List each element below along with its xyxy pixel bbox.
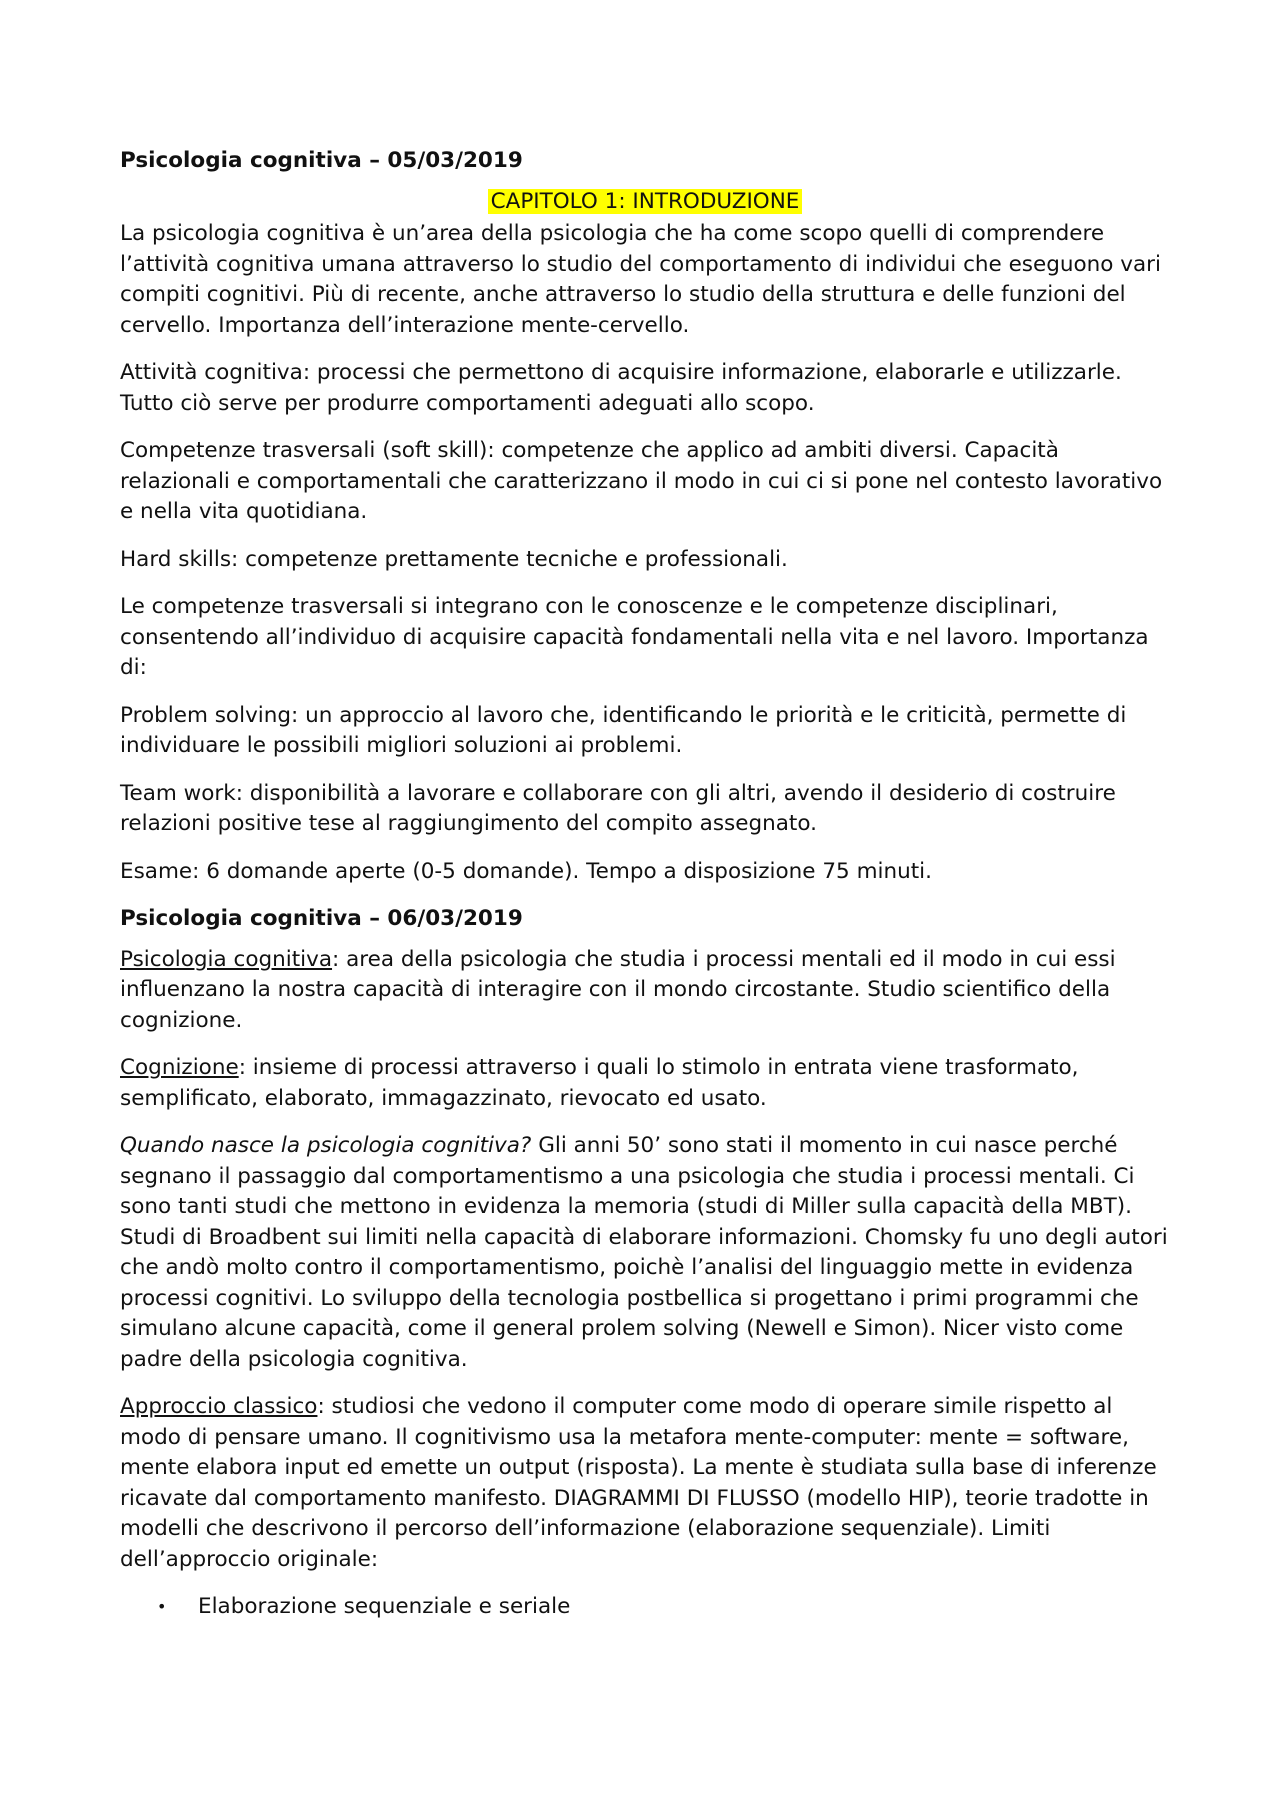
list-item [120,1592,1170,1623]
paragraph-problem-solving: Problem solving: un approccio al lavoro che, identificando le priorità e le criticità, permette di individuare le possibili migliori soluzioni ai problemi. [120,702,1127,758]
paragraph-def-cognizione [120,1053,1170,1114]
quando-nasce-text: Gli anni 50’ sono stati il momento in cui nasce perché segnano il passaggio dal comportamentismo a una psicologia che studia i processi mentali. Ci sono tanti studi che mettono in evidenza la memoria (studi di Miller sulla capacità della MBT). Studi di Broadbent sui limiti nella capacità di elaborare informazioni. Chomsky fu uno degli autori che andò molto contro il comportamentismo, poichè l’analisi del linguaggio mette in evidenza processi cognitivi. Lo sviluppo della tecnologia postbellica si progettano i primi programmi che simulano alcune capacità, come il general prolem solving (Newell e Simon). Nicer visto come padre della psicologia cognitiva. [120,1133,1168,1372]
paragraph-integrazione: Le competenze trasversali si integrano con le conoscenze e le competenze disciplinari, consentendo all’individuo di acquisire capacità fondamentali nella vita e nel lavoro. Importanza di: [120,594,1149,680]
list-item-text: Elaborazione sequenziale e seriale [198,1594,571,1619]
paragraph-attivita: Attività cognitiva: processi che permettono di acquisire informazione, elaborarle e utilizzarle. Tutto ciò serve per produrre comportamenti adeguati allo scopo. [120,360,1122,416]
document-page [120,146,1170,1623]
def-cognizione-text: : insieme di processi attraverso i quali lo stimolo in entrata viene trasformato, semplificato, elaborato, immagazzinato, rievocato ed usato. [120,1055,1079,1111]
chapter-title [120,187,1170,218]
paragraph-def-psicologia [120,945,1170,1037]
question-quando-nasce: Quando nasce la psicologia cognitiva? [120,1133,532,1158]
def-psicologia-text: : area della psicologia che studia i processi mentali ed il modo in cui essi influenzano la nostra capacità di interagire con il mondo circostante. Studio scientifico della cognizione. [120,946,1116,1033]
bullet-icon: • [157,1597,167,1616]
limits-list [120,1592,1170,1623]
paragraph-quando-nasce [120,1131,1170,1375]
section-heading-2: Psicologia cognitiva – 06/03/2019 [120,906,523,931]
paragraph-hard-skills: Hard skills: competenze prettamente tecniche e professionali. [120,546,788,572]
paragraph-intro: La psicologia cognitiva è un’area della psicologia che ha come scopo quelli di comprendere l’attività cognitiva umana attraverso lo studio del comportamento di individui che eseguono vari compiti cognitivi. Più di recente, anche attraverso lo studio della struttura e delle funzioni del cervello. Importanza dell’interazione mente-cervello. [120,221,1161,338]
paragraph-competenze-trasversali: Competenze trasversali (soft skill): competenze che applico ad ambiti diversi. Capacità relazionali e comportamentali che caratterizzano il modo in cui ci si pone nel contesto lavorativo e nella vita quotidiana. [120,438,1163,524]
paragraph-esame: Esame: 6 domande aperte (0-5 domande). Tempo a disposizione 75 minuti. [120,858,932,884]
term-approccio-classico: Approccio classico [120,1394,318,1419]
paragraph-team-work: Team work: disponibilità a lavorare e collaborare con gli altri, avendo il desiderio di costruire relazioni positive tese al raggiungimento del compito assegnato. [120,780,1116,836]
approccio-classico-text: : studiosi che vedono il computer come modo di operare simile rispetto al modo di pensare umano. Il cognitivismo usa la metafora mente-computer: mente = software, mente elabora input ed emette un output (risposta). La mente è studiata sulla base di inferenze ricavate dal comportamento manifesto. DIAGRAMMI DI FLUSSO (modello HIP), teorie tradotte in modelli che descrivono il percorso dell’informazione (elaborazione sequenziale). Limiti dell’approccio originale: [120,1394,1157,1572]
section-heading-1: Psicologia cognitiva – 05/03/2019 [120,148,523,173]
term-cognizione: Cognizione [120,1055,239,1080]
chapter-title-highlight: CAPITOLO 1: INTRODUZIONE [488,189,803,214]
paragraph-approccio-classico [120,1392,1170,1575]
term-psicologia-cognitiva: Psicologia cognitiva [120,946,333,972]
